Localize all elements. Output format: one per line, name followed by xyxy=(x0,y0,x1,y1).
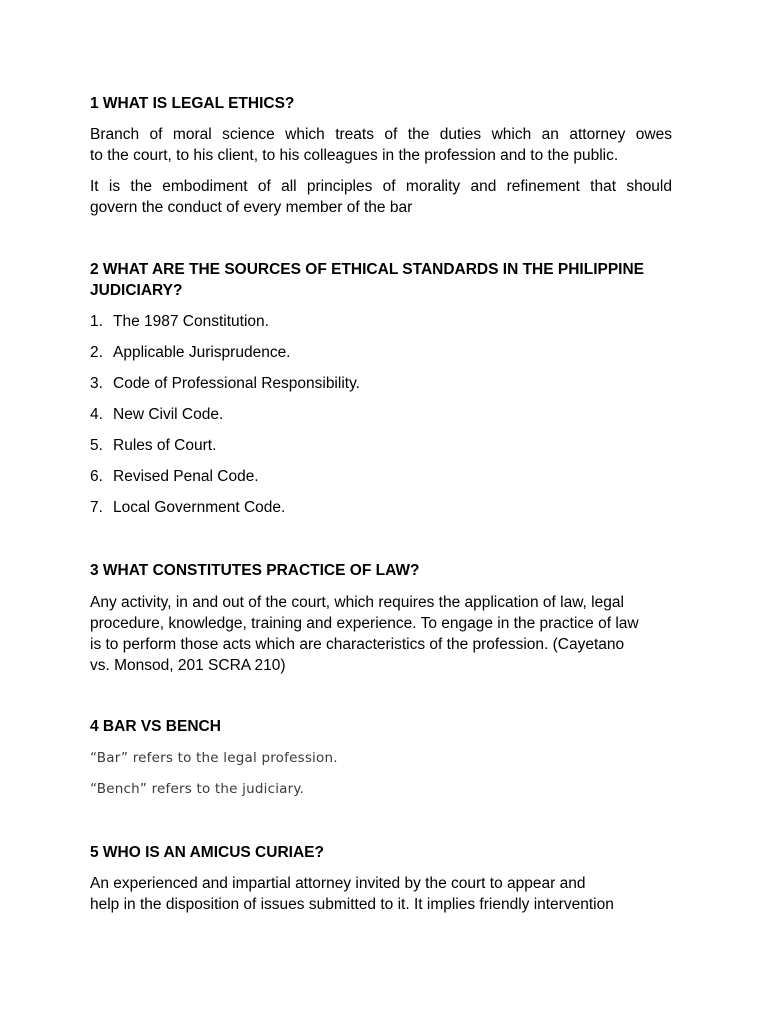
list-item xyxy=(90,373,360,394)
list-item-number: 6. xyxy=(90,468,103,485)
section-5-line-1: An experienced and impartial attorney invited by the court to appear and xyxy=(90,875,586,892)
list-item-number: 1. xyxy=(90,313,103,330)
list-item-number: 5. xyxy=(90,437,103,454)
list-item-text: Revised Penal Code. xyxy=(113,468,259,485)
list-item xyxy=(90,342,291,363)
section-4-heading: 4 BAR VS BENCH xyxy=(90,718,221,735)
section-3-line-2: procedure, knowledge, training and experience. To engage in the practice of law xyxy=(90,615,639,632)
section-2-heading-line-1: 2 WHAT ARE THE SOURCES OF ETHICAL STANDARDS IN THE PHILIPPINE xyxy=(90,261,645,278)
list-item-number: 4. xyxy=(90,406,103,423)
section-3-line-4: vs. Monsod, 201 SCRA 210) xyxy=(90,657,286,674)
list-item-text: Applicable Jurisprudence. xyxy=(113,344,291,361)
section-5-heading: 5 WHO IS AN AMICUS CURIAE? xyxy=(90,844,324,861)
list-item-text: Local Government Code. xyxy=(113,499,286,516)
list-item-text: Rules of Court. xyxy=(113,437,217,454)
list-item xyxy=(90,466,259,487)
list-item-text: New Civil Code. xyxy=(113,406,224,423)
list-item-number: 7. xyxy=(90,499,103,516)
section-4-line-2: “Bench” refers to the judiciary. xyxy=(90,781,305,797)
section-5-line-2: help in the disposition of issues submitted to it. It implies friendly intervention xyxy=(90,896,614,913)
list-item xyxy=(90,497,285,518)
section-4-line-1: “Bar” refers to the legal profession. xyxy=(90,750,338,766)
list-item-text: Code of Professional Responsibility. xyxy=(113,375,360,392)
section-1-paragraph-2-line-2: govern the conduct of every member of the bar xyxy=(90,199,413,216)
section-2-heading-line-2: JUDICIARY? xyxy=(90,282,183,299)
list-item xyxy=(90,435,216,456)
section-3-line-3: is to perform those acts which are characteristics of the profession. (Cayetano xyxy=(90,636,625,653)
section-3-line-1: Any activity, in and out of the court, which requires the application of law, legal xyxy=(90,594,624,611)
section-1-paragraph-1-line-1: Branch of moral science which treats of the duties which an attorney owes xyxy=(90,126,672,143)
section-1-paragraph-2-line-1: It is the embodiment of all principles of morality and refinement that should xyxy=(90,178,672,195)
list-item-number: 3. xyxy=(90,375,103,392)
list-item-number: 2. xyxy=(90,344,103,361)
list-item-text: The 1987 Constitution. xyxy=(113,313,269,330)
section-1-paragraph-1-line-2: to the court, to his client, to his colleagues in the profession and to the public. xyxy=(90,147,619,164)
list-item xyxy=(90,311,269,332)
section-3-heading: 3 WHAT CONSTITUTES PRACTICE OF LAW? xyxy=(90,562,420,579)
section-1-heading: 1 WHAT IS LEGAL ETHICS? xyxy=(90,95,295,112)
list-item xyxy=(90,404,223,425)
